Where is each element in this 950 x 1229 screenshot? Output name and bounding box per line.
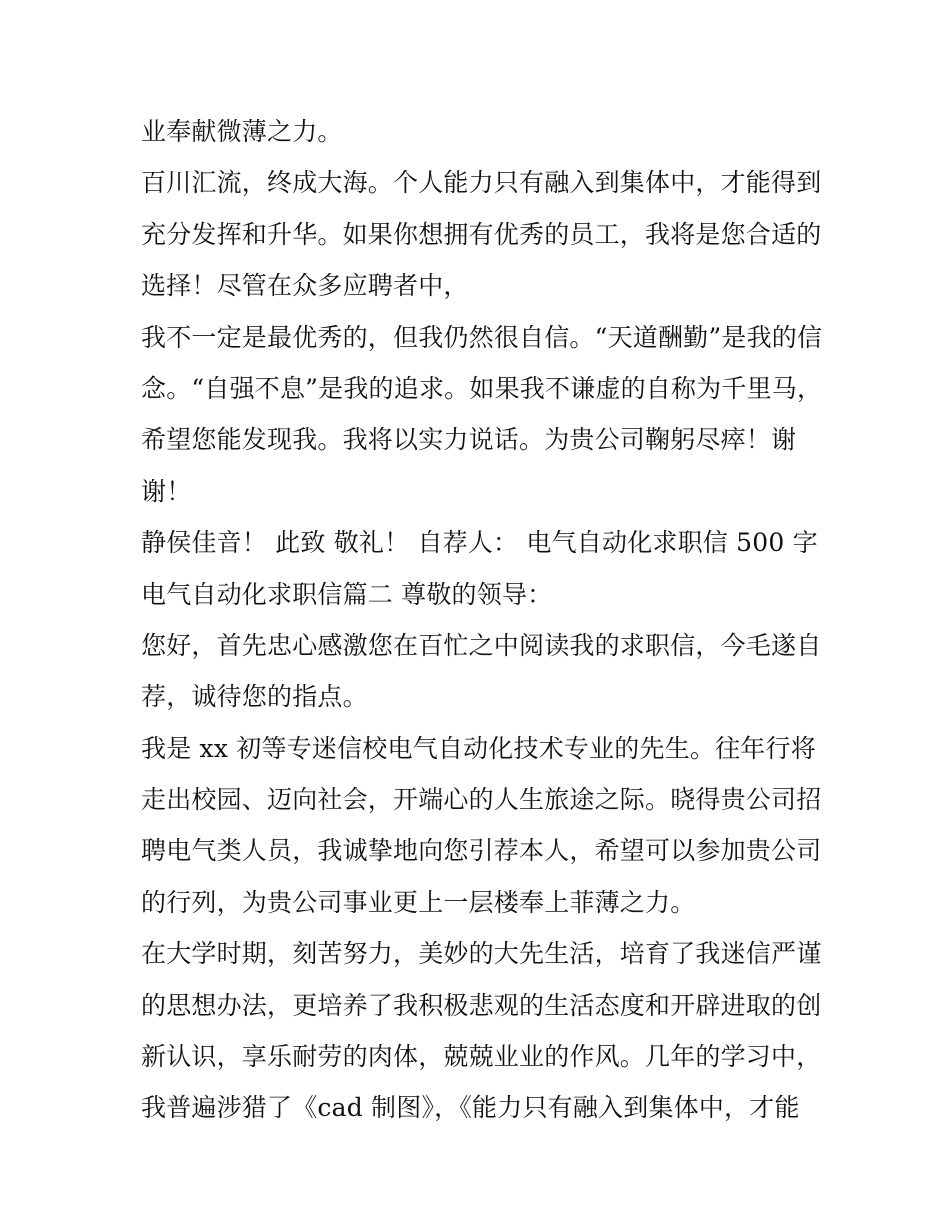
text-line: 静侯佳音！ 此致 敬礼！ 自荐人： 电气自动化求职信 500 字 bbox=[141, 528, 818, 558]
text-line: 聘电气类人员，我诚挚地向您引荐本人，希望可以参加贵公司 bbox=[141, 836, 822, 866]
text-line: 我普遍涉猎了《cad 制图》，《能力只有融入到集体中，才能 bbox=[141, 1093, 800, 1123]
text-line: 百川汇流，终成大海。个人能力只有融入到集体中，才能得到 bbox=[141, 168, 822, 198]
text-line: 您好，首先忠心感激您在百忙之中阅读我的求职信，今毛遂自 bbox=[141, 630, 822, 660]
text-line: 在大学时期，刻苦努力，美妙的大先生活，培育了我迷信严谨 bbox=[141, 939, 822, 969]
text-line: 业奉献微薄之力。 bbox=[141, 117, 343, 146]
text-line: 选择！尽管在众多应聘者中， bbox=[141, 271, 469, 301]
text-line: 走出校园、迈向社会，开端心的人生旅途之际。晓得贵公司招 bbox=[141, 785, 822, 815]
text-line: 希望您能发现我。我将以实力说话。为贵公司鞠躬尽瘁！谢 bbox=[141, 425, 797, 455]
text-line: 我是 xx 初等专迷信校电气自动化技术专业的先生。往年行将 bbox=[141, 733, 816, 763]
section-heading: 电气自动化求职信篇二 尊敬的领导： bbox=[141, 579, 553, 609]
text-line: 的思想办法，更培养了我积极悲观的生活态度和开辟进取的创 bbox=[141, 990, 822, 1020]
text-line: 充分发挥和升华。如果你想拥有优秀的员工，我将是您合适的 bbox=[141, 219, 822, 249]
cover-letter-body bbox=[141, 106, 823, 1134]
text-line: 谢！ bbox=[141, 476, 192, 506]
text-line: 念。“自强不息”是我的追求。如果我不谦虚的自称为千里马， bbox=[141, 373, 823, 403]
text-line: 的行列，为贵公司事业更上一层楼奉上菲薄之力。 bbox=[141, 887, 696, 917]
text-line: 荐，诚待您的指点。 bbox=[141, 682, 368, 712]
text-line: 新认识，享乐耐劳的肉体，兢兢业业的作风。几年的学习中， bbox=[141, 1042, 822, 1072]
text-line: 我不一定是最优秀的，但我仍然很自信。“天道酬勤”是我的信 bbox=[141, 322, 823, 352]
